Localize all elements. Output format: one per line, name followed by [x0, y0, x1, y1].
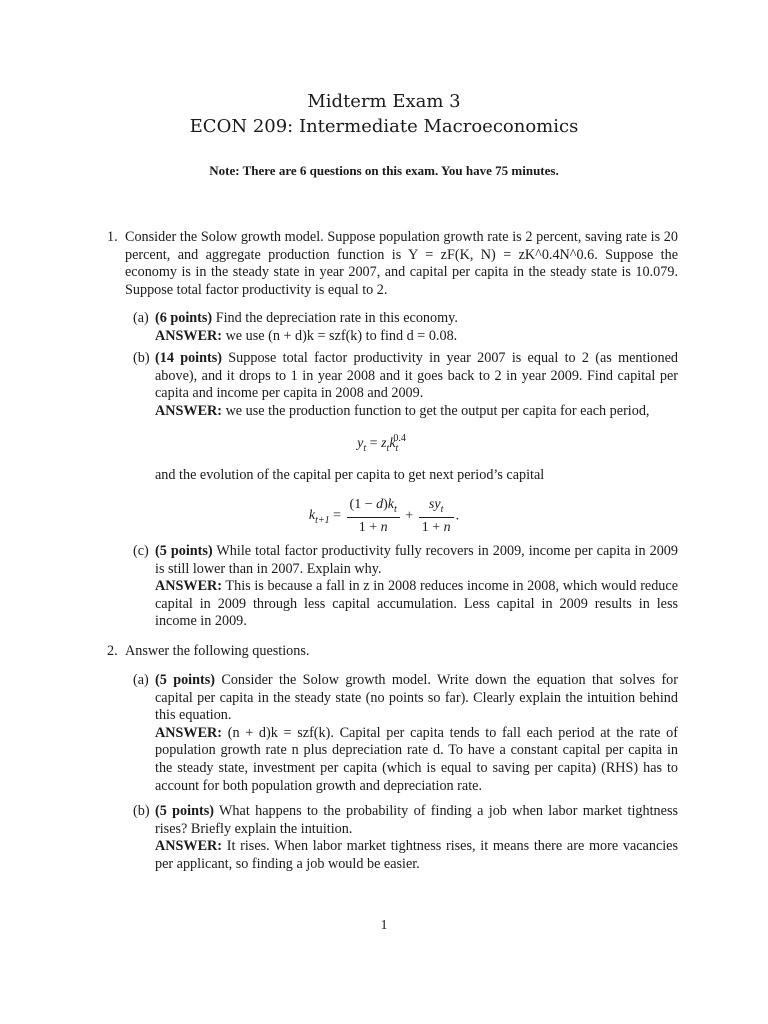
page-number: 1 [380, 918, 388, 933]
question-1a-answer: we use (n + d)k = szf(k) to find d = 0.08. [222, 327, 458, 344]
equation-capital: $k_{t+1}$ = $\frac{(1 - d)k_t}{1 + n}$ + $\frac{sy_t}{1 + n}$ . [308, 497, 460, 535]
question-2a [155, 672, 678, 795]
question-2a-label: (a) [133, 672, 149, 688]
question-1a-answer-label: ANSWER: [155, 327, 223, 344]
equation-output: $y_t = z_tk_t^{0.4}$ [357, 433, 406, 454]
question-2b-label: (b) [133, 803, 150, 819]
question-1b-label: (b) [133, 350, 150, 366]
question-1b-question: Suppose total factor productivity in year 2007 is equal to 2 (as mentioned above), and it drops to 1 in year 2008 and it goes back to 2 in year 2009. Find capital per capita and income per capita in 2008 and 2009. [155, 350, 678, 402]
question-2-text: Answer the following questions. [125, 643, 310, 659]
question-1c-answer-label: ANSWER: [155, 578, 223, 595]
question-1c-points: (5 points) [155, 543, 213, 559]
question-2b-answer: It rises. When labor market tightness rises, it means there are more vacancies per applicant, so finding a job would be easier. [155, 838, 678, 872]
question-2a-points: (5 points) [155, 672, 215, 688]
question-2b-points: (5 points) [155, 803, 214, 819]
course-title: ECON 209: Intermediate Macroeconomics [189, 116, 579, 137]
question-2b-question: What happens to the probability of finding a job when labor market tightness rises? Briefly explain the intuition. [155, 803, 678, 837]
question-2a-answer-label: ANSWER: [155, 724, 223, 741]
question-2a-question: Consider the Solow growth model. Write down the equation that solves for capital per capita in the steady state (no points so far). Clearly explain the intuition behind this equation. [155, 672, 678, 724]
question-1b-middle-text: and the evolution of the capital per capita to get next period’s capital [155, 467, 545, 483]
question-1c [155, 543, 678, 631]
question-1b-answer-label: ANSWER: [155, 402, 223, 419]
question-2b [155, 803, 678, 873]
exam-title: Midterm Exam 3 [307, 91, 461, 112]
question-1-text: Consider the Solow growth model. Suppose population growth rate is 2 percent, saving rate is 20 percent, and aggregate production function is Y = zF(K, N) = zK^0.4N^0.6. Suppose the economy is in the steady state in year 2007, and capital per capita in the steady state is 10.079. Suppose total factor productivity is equal to 2. [125, 229, 678, 298]
exam-note: Note: There are 6 questions on this exam. You have 75 minutes. [209, 163, 559, 178]
question-1-number: 1. [107, 229, 118, 245]
question-2-number: 2. [107, 643, 118, 659]
question-1c-answer: This is because a fall in z in 2008 reduces income in 2008, which would reduce capital in 2009 through less capital accumulation. Less capital in 2009 results in less income in 2009. [155, 578, 678, 630]
question-1b-answer: we use the production function to get the output per capita for each period, [222, 402, 650, 419]
question-1b-points: (14 points) [155, 350, 222, 366]
question-1a-label: (a) [133, 310, 149, 326]
question-1c-question: While total factor productivity fully recovers in 2009, income per capita in 2009 is still lower than in 2007. Explain why. [155, 543, 678, 577]
question-1a-question: Find the depreciation rate in this economy. [212, 310, 458, 326]
question-1a [155, 310, 678, 345]
question-2b-answer-label: ANSWER: [155, 838, 223, 855]
question-2a-answer: (n + d)k = szf(k). Capital per capita tends to fall each period at the rate of population growth rate n plus depreciation rate d. To have a constant capital per capita in the steady state, investment per capita (which is equal to saving per capita) (RHS) has to account for both population growth and depreciation rate. [155, 724, 678, 794]
question-1a-points: (6 points) [155, 310, 213, 326]
question-1c-label: (c) [133, 543, 149, 559]
question-1b [155, 350, 678, 420]
